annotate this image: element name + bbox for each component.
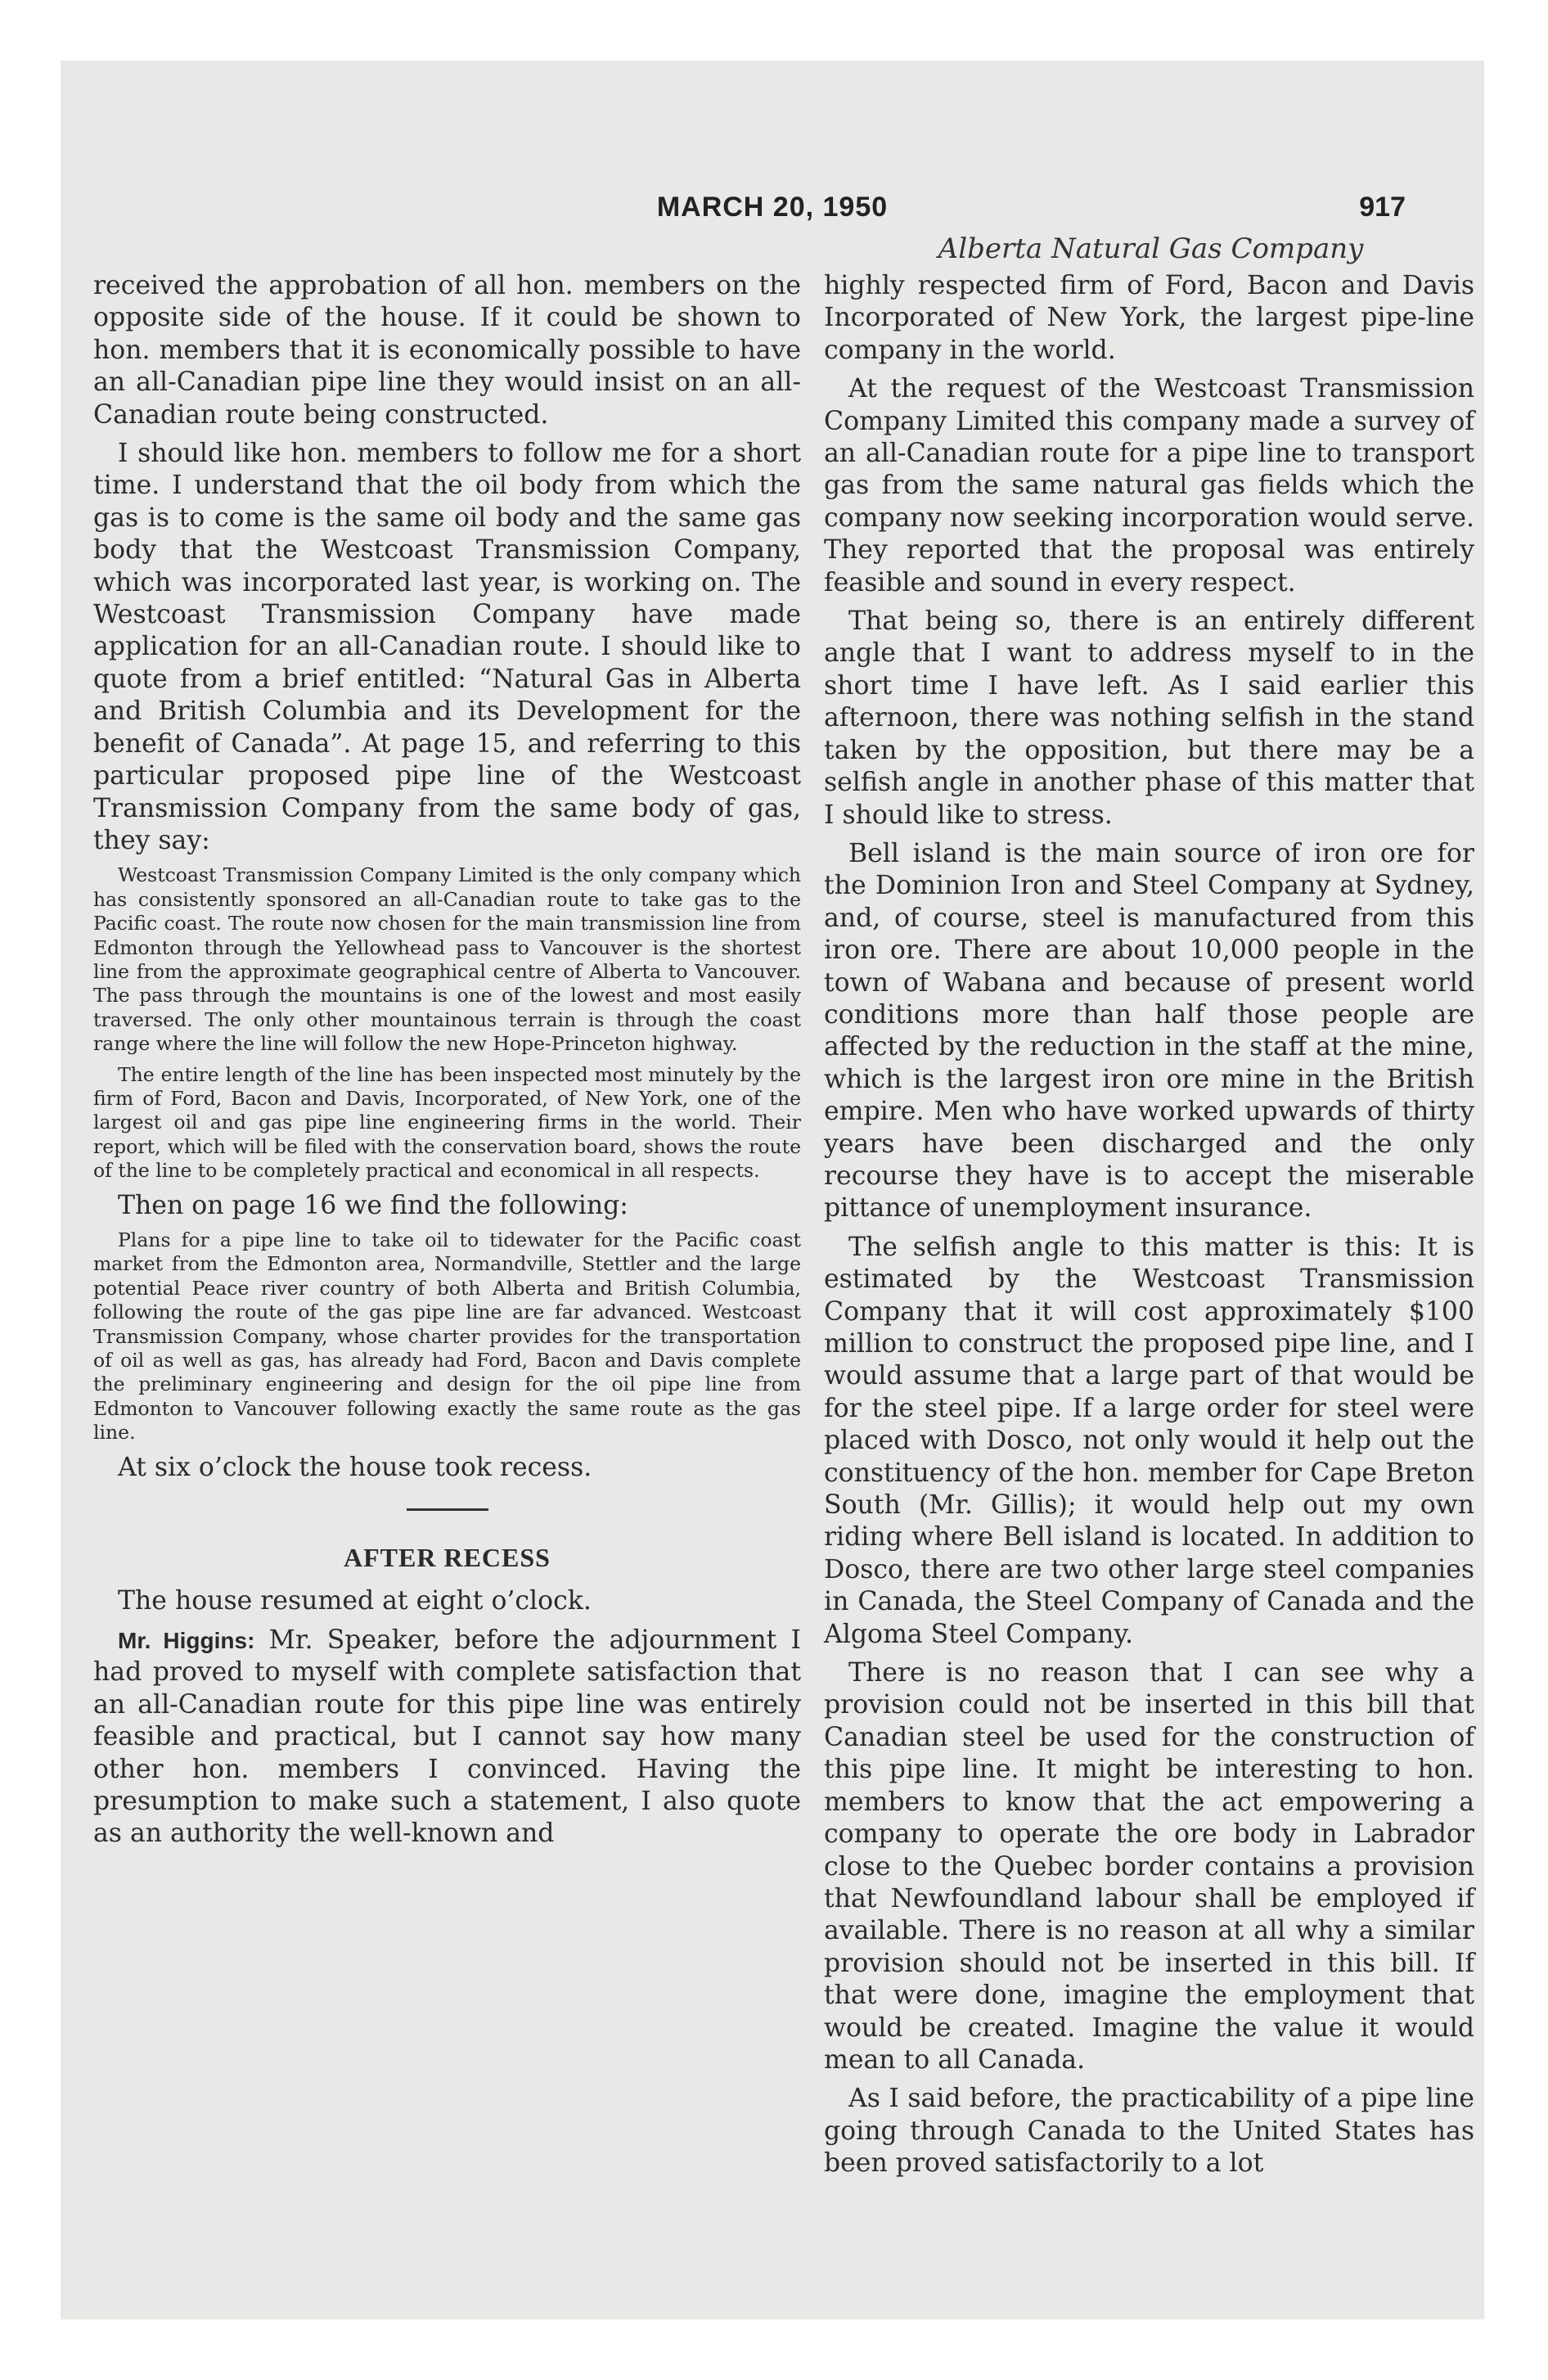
paragraph: highly respected firm of Ford, Bacon and Davis Incorporated of New York, the largest pipe-line company in the world.	[824, 271, 1474, 365]
section-heading: AFTER RECESS	[344, 1543, 551, 1573]
block-quote: The entire length of the line has been inspected most minutely by the firm of Ford, Bacon and Davis, Incorporated, of New York, one of the largest oil and gas pipe line engineering firms in the world. Their report, which will be filed with the conservation board, shows the route of the line to be completely practical and economical in all respects.	[93, 1062, 801, 1183]
paragraph: The house resumed at eight o’clock.	[118, 1586, 592, 1616]
right-column	[824, 270, 1474, 2187]
section-divider	[407, 1508, 488, 1511]
paragraph: At the request of the Westcoast Transmission Company Limited this company made a survey of an all-Canadian route for a pipe line to transport gas from the same natural gas fields which the company now seeking incorporation would serve. They reported that the proposal was entirely feasible and sound in every respect.	[824, 374, 1474, 597]
speaker-name: Mr. Higgins:	[118, 1627, 255, 1653]
block-quote: Plans for a pipe line to take oil to tidewater for the Pacific coast market from the Edmonton area, Normandville, Stettler and the large potential Peace river country of both Alberta and British Columbia, following the route of the gas pipe line are far advanced. Westcoast Transmission Company, whose charter provides for the transportation of oil as well as gas, has already had Ford, Bacon and Davis complete the preliminary engineering and design for the oil pipe line from Edmonton to Vancouver following exactly the same route as the gas line.	[93, 1228, 801, 1445]
running-head: Alberta Natural Gas Company	[938, 232, 1364, 265]
speech-paragraph	[93, 1625, 801, 1850]
header-date: MARCH 20, 1950	[656, 192, 889, 223]
paragraph: That being so, there is an entirely different angle that I want to address myself to in the short time I have left. As I said earlier this afternoon, there was nothing selfish in the stand taken by the opposition, but there may be a selfish angle in another phase of this matter that I should like to stress.	[824, 606, 1474, 830]
paragraph: At six o’clock the house took recess.	[118, 1452, 592, 1482]
block-quote: Westcoast Transmission Company Limited is the only company which has consistently sponsored an all-Canadian route to take gas to the Pacific coast. The route now chosen for the main transmission line from Edmonton through the Yellowhead pass to Vancouver is the shortest line from the approximate geographical centre of Alberta to Vancouver. The pass through the mountains is one of the lowest and most easily traversed. The only other mountainous terrain is through the coast range where the line will follow the new Hope-Princeton highway.	[93, 863, 801, 1056]
paragraph: I should like hon. members to follow me for a short time. I understand that the oil body from which the gas is to come is the same oil body and the same gas body that the Westcoast Transmission Company, which was incorporated last year, is working on. The Westcoast Transmission Company have made application for an all-Canadian route. I should like to quote from a brief entitled: “Natural Gas in Alberta and British Columbia and its Development for the benefit of Canada”. At page 15, and referring to this particular proposed pipe line of the Westcoast Transmission Company from the same body of gas, they say:	[93, 439, 801, 855]
scanned-page	[61, 61, 1484, 2319]
paragraph: There is no reason that I can see why a provision could not be inserted in this bill that Canadian steel be used for the construction of this pipe line. It might be interesting to hon. members to know that the act empowering a company to operate the ore body in Labrador close to the Quebec border contains a provision that Newfoundland labour shall be employed if available. There is no reason at all why a similar provision should not be inserted in this bill. If that were done, imagine the employment that would be created. Imagine the value it would mean to all Canada.	[824, 1658, 1474, 2075]
page-number: 917	[1359, 192, 1406, 223]
paragraph: Bell island is the main source of iron ore for the Dominion Iron and Steel Company at Sydney, and, of course, steel is manufactured from this iron ore. There are about 10,000 people in the town of Wabana and because of present world conditions more than half those people are affected by the reduction in the staff at the mine, which is the largest iron ore mine in the British empire. Men who have worked upwards of thirty years have been discharged and the only recourse they have is to accept the miserable pittance of unemployment insurance.	[824, 838, 1474, 1224]
paragraph: The selfish angle to this matter is this: It is estimated by the Westcoast Transmission Company that it will cost approximately $100 million to construct the proposed pipe line, and I would assume that a large part of that would be for the steel pipe. If a large order for steel were placed with Dosco, not only would it help out the constituency of the hon. member for Cape Breton South (Mr. Gillis); it would help out my own riding where Bell island is located. In addition to Dosco, there are two other large steel companies in Canada, the Steel Company of Canada and the Algoma Steel Company.	[824, 1232, 1474, 1649]
speech-text: Mr. Speaker, before the adjournment I had proved to myself with complete satisfaction that an all-Canadian route for this pipe line was entirely feasible and practical, but I cannot say how many other hon. members I convinced. Having the presumption to make such a statement, I also quote as an authority the well-known and	[93, 1625, 801, 1849]
left-column	[93, 270, 801, 1857]
paragraph: Then on page 16 we find the following:	[118, 1190, 628, 1220]
paragraph: received the approbation of all hon. members on the opposite side of the house. If it could be shown to hon. members that it is economically possible to have an all-Canadian pipe line they would insist on an all-Canadian route being constructed.	[93, 271, 801, 430]
paragraph: As I said before, the practicability of a pipe line going through Canada to the United States has been proved satisfactorily to a lot	[824, 2084, 1474, 2179]
